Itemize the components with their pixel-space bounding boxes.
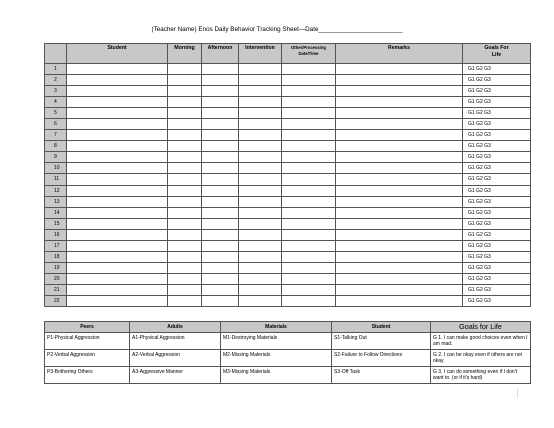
student-cell[interactable] — [67, 284, 168, 295]
row-number: 20 — [45, 273, 67, 284]
student-cell[interactable] — [67, 196, 168, 207]
student-cell[interactable] — [67, 229, 168, 240]
afternoon-cell[interactable] — [202, 251, 239, 262]
other-processing-cell[interactable] — [282, 185, 336, 196]
morning-cell[interactable] — [168, 207, 202, 218]
morning-cell[interactable] — [168, 284, 202, 295]
goals-cell[interactable]: G1 G2 G3 — [463, 75, 531, 86]
table-row — [45, 97, 531, 108]
materials-code: M3-Missing Materials — [221, 367, 332, 384]
table-row — [45, 262, 531, 273]
goal-description: G 2. I can be okay even if others are not okay. — [431, 350, 531, 367]
legend-row — [45, 350, 531, 367]
student-cell[interactable] — [67, 86, 168, 97]
goals-cell[interactable]: G1 G2 G3 — [463, 86, 531, 97]
intervention-cell[interactable] — [239, 64, 282, 75]
intervention-cell[interactable] — [239, 218, 282, 229]
afternoon-cell[interactable] — [202, 152, 239, 163]
student-column-header: Student — [67, 44, 168, 64]
other-processing-cell[interactable] — [282, 64, 336, 75]
student-cell[interactable] — [67, 152, 168, 163]
table-row — [45, 284, 531, 295]
afternoon-cell[interactable] — [202, 185, 239, 196]
adults-code: A2-Verbal Aggression — [130, 350, 221, 367]
student-cell[interactable] — [67, 295, 168, 306]
goals-cell[interactable]: G1 G2 G3 — [463, 185, 531, 196]
goals-cell[interactable]: G1 G2 G3 — [463, 295, 531, 306]
afternoon-cell[interactable] — [202, 295, 239, 306]
morning-cell[interactable] — [168, 141, 202, 152]
table-row — [45, 218, 531, 229]
table-row — [45, 108, 531, 119]
row-number: 15 — [45, 218, 67, 229]
tracking-header-row — [45, 44, 531, 64]
morning-cell[interactable] — [168, 218, 202, 229]
remarks-cell[interactable] — [336, 163, 463, 174]
goals-cell[interactable]: G1 G2 G3 — [463, 152, 531, 163]
morning-cell[interactable] — [168, 152, 202, 163]
row-number: 17 — [45, 240, 67, 251]
goals-column-header — [463, 44, 531, 64]
row-number-header — [45, 44, 67, 64]
behavior-tracking-table — [44, 43, 531, 307]
legend-row — [45, 367, 531, 384]
other-processing-cell[interactable] — [282, 218, 336, 229]
goals-cell[interactable]: G1 G2 G3 — [463, 64, 531, 75]
other-processing-cell[interactable] — [282, 86, 336, 97]
other-processing-cell[interactable] — [282, 130, 336, 141]
student-cell[interactable] — [67, 108, 168, 119]
remarks-cell[interactable] — [336, 75, 463, 86]
afternoon-cell[interactable] — [202, 75, 239, 86]
other-processing-cell[interactable] — [282, 119, 336, 130]
other-processing-column-header — [282, 44, 336, 64]
other-processing-cell[interactable] — [282, 75, 336, 86]
intervention-cell[interactable] — [239, 207, 282, 218]
goals-cell[interactable]: G1 G2 G3 — [463, 97, 531, 108]
table-row — [45, 152, 531, 163]
student-header: Student — [332, 322, 431, 333]
morning-cell[interactable] — [168, 108, 202, 119]
goals-cell[interactable]: G1 G2 G3 — [463, 119, 531, 130]
goals-cell[interactable]: G1 G2 G3 — [463, 174, 531, 185]
other-processing-cell[interactable] — [282, 207, 336, 218]
remarks-column-header: Remarks — [336, 44, 463, 64]
peers-code: P1-Physical Aggression — [45, 333, 130, 350]
goals-cell[interactable]: G1 G2 G3 — [463, 108, 531, 119]
peers-code: P3-Bothering Others — [45, 367, 130, 384]
intervention-cell[interactable] — [239, 240, 282, 251]
remarks-cell[interactable] — [336, 119, 463, 130]
intervention-cell[interactable] — [239, 130, 282, 141]
goals-cell[interactable]: G1 G2 G3 — [463, 141, 531, 152]
morning-cell[interactable] — [168, 97, 202, 108]
goals-cell[interactable]: G1 G2 G3 — [463, 163, 531, 174]
remarks-cell[interactable] — [336, 262, 463, 273]
student-cell[interactable] — [67, 273, 168, 284]
morning-cell[interactable] — [168, 64, 202, 75]
row-number: 9 — [45, 152, 67, 163]
remarks-cell[interactable] — [336, 86, 463, 97]
morning-cell[interactable] — [168, 75, 202, 86]
page-edge-mark — [517, 389, 518, 398]
intervention-cell[interactable] — [239, 284, 282, 295]
goal-description: G 3. I can do something even if I don't want to. (or if it's hard) — [431, 367, 531, 384]
remarks-cell[interactable] — [336, 273, 463, 284]
other-processing-cell[interactable] — [282, 284, 336, 295]
afternoon-cell[interactable] — [202, 196, 239, 207]
other-processing-cell[interactable] — [282, 108, 336, 119]
remarks-cell[interactable] — [336, 97, 463, 108]
date-time-label: Date/Time — [298, 50, 319, 56]
afternoon-cell[interactable] — [202, 86, 239, 97]
row-number: 18 — [45, 251, 67, 262]
afternoon-cell[interactable] — [202, 163, 239, 174]
goals-cell[interactable]: G1 G2 G3 — [463, 273, 531, 284]
legend-row — [45, 333, 531, 350]
student-code: S1-Talking Out — [332, 333, 431, 350]
table-row — [45, 141, 531, 152]
adults-code: A1-Physical Aggression — [130, 333, 221, 350]
student-cell[interactable] — [67, 163, 168, 174]
row-number: 7 — [45, 130, 67, 141]
other-processing-cell[interactable] — [282, 163, 336, 174]
adults-code: A3-Aggressive Manner — [130, 367, 221, 384]
goals-cell[interactable]: G1 G2 G3 — [463, 251, 531, 262]
morning-cell[interactable] — [168, 174, 202, 185]
morning-cell[interactable] — [168, 251, 202, 262]
student-cell[interactable] — [67, 207, 168, 218]
row-number: 1 — [45, 64, 67, 75]
goals-for-life-header: Goals for Life — [431, 322, 531, 333]
remarks-cell[interactable] — [336, 218, 463, 229]
other-processing-cell[interactable] — [282, 262, 336, 273]
student-cell[interactable] — [67, 141, 168, 152]
intervention-cell[interactable] — [239, 273, 282, 284]
morning-cell[interactable] — [168, 196, 202, 207]
morning-cell[interactable] — [168, 262, 202, 273]
afternoon-cell[interactable] — [202, 229, 239, 240]
remarks-cell[interactable] — [336, 207, 463, 218]
student-cell[interactable] — [67, 64, 168, 75]
row-number: 11 — [45, 174, 67, 185]
intervention-cell[interactable] — [239, 86, 282, 97]
other-processing-label: Other/Processing — [291, 45, 326, 50]
row-number: 5 — [45, 108, 67, 119]
remarks-cell[interactable] — [336, 64, 463, 75]
goals-cell[interactable]: G1 G2 G3 — [463, 262, 531, 273]
morning-cell[interactable] — [168, 119, 202, 130]
row-number: 8 — [45, 141, 67, 152]
remarks-cell[interactable] — [336, 152, 463, 163]
afternoon-cell[interactable] — [202, 64, 239, 75]
table-row — [45, 119, 531, 130]
intervention-cell[interactable] — [239, 174, 282, 185]
afternoon-cell[interactable] — [202, 273, 239, 284]
materials-code: M1-Destroying Materials — [221, 333, 332, 350]
row-number: 4 — [45, 97, 67, 108]
student-cell[interactable] — [67, 119, 168, 130]
afternoon-cell[interactable] — [202, 262, 239, 273]
intervention-cell[interactable] — [239, 141, 282, 152]
intervention-cell[interactable] — [239, 295, 282, 306]
other-processing-cell[interactable] — [282, 97, 336, 108]
table-row — [45, 174, 531, 185]
remarks-cell[interactable] — [336, 295, 463, 306]
row-number: 22 — [45, 295, 67, 306]
student-cell[interactable] — [67, 185, 168, 196]
remarks-cell[interactable] — [336, 141, 463, 152]
table-row — [45, 163, 531, 174]
table-row — [45, 207, 531, 218]
materials-code: M2-Missing Materials — [221, 350, 332, 367]
row-number: 19 — [45, 262, 67, 273]
row-number: 2 — [45, 75, 67, 86]
intervention-cell[interactable] — [239, 251, 282, 262]
morning-cell[interactable] — [168, 240, 202, 251]
table-row — [45, 130, 531, 141]
intervention-cell[interactable] — [239, 229, 282, 240]
morning-cell[interactable] — [168, 130, 202, 141]
table-row — [45, 251, 531, 262]
row-number: 6 — [45, 119, 67, 130]
student-code: S3-Off Task — [332, 367, 431, 384]
table-row — [45, 64, 531, 75]
intervention-cell[interactable] — [239, 163, 282, 174]
afternoon-cell[interactable] — [202, 97, 239, 108]
morning-cell[interactable] — [168, 163, 202, 174]
table-row — [45, 196, 531, 207]
remarks-cell[interactable] — [336, 251, 463, 262]
afternoon-cell[interactable] — [202, 174, 239, 185]
intervention-cell[interactable] — [239, 119, 282, 130]
student-cell[interactable] — [67, 218, 168, 229]
intervention-cell[interactable] — [239, 196, 282, 207]
intervention-cell[interactable] — [239, 152, 282, 163]
row-number: 14 — [45, 207, 67, 218]
morning-cell[interactable] — [168, 86, 202, 97]
goals-cell[interactable]: G1 G2 G3 — [463, 207, 531, 218]
life-label: Life — [491, 51, 502, 58]
student-cell[interactable] — [67, 251, 168, 262]
adults-header: Adults — [130, 322, 221, 333]
other-processing-cell[interactable] — [282, 196, 336, 207]
remarks-cell[interactable] — [336, 240, 463, 251]
afternoon-cell[interactable] — [202, 119, 239, 130]
goals-cell[interactable]: G1 G2 G3 — [463, 240, 531, 251]
goal-description: G 1. I can make good choices even when I am mad. — [431, 333, 531, 350]
row-number: 3 — [45, 86, 67, 97]
peers-header: Peers — [45, 322, 130, 333]
table-row — [45, 229, 531, 240]
row-number: 16 — [45, 229, 67, 240]
afternoon-cell[interactable] — [202, 240, 239, 251]
afternoon-cell[interactable] — [202, 130, 239, 141]
other-processing-cell[interactable] — [282, 240, 336, 251]
afternoon-cell[interactable] — [202, 141, 239, 152]
morning-cell[interactable] — [168, 229, 202, 240]
student-code: S2-Failure to Follow Directions — [332, 350, 431, 367]
other-processing-cell[interactable] — [282, 273, 336, 284]
afternoon-cell[interactable] — [202, 108, 239, 119]
intervention-cell[interactable] — [239, 262, 282, 273]
student-cell[interactable] — [67, 75, 168, 86]
goals-cell[interactable]: G1 G2 G3 — [463, 218, 531, 229]
row-number: 12 — [45, 185, 67, 196]
intervention-cell[interactable] — [239, 185, 282, 196]
page-title: (Teacher Name) Enos Daily Behavior Tracking Sheet—Date________________________ — [151, 26, 403, 33]
remarks-cell[interactable] — [336, 108, 463, 119]
goals-for-label: Goals For — [484, 45, 509, 51]
remarks-cell[interactable] — [336, 229, 463, 240]
row-number: 10 — [45, 163, 67, 174]
goals-cell[interactable]: G1 G2 G3 — [463, 284, 531, 295]
other-processing-cell[interactable] — [282, 174, 336, 185]
table-row — [45, 75, 531, 86]
table-row — [45, 185, 531, 196]
table-row — [45, 273, 531, 284]
table-row — [45, 240, 531, 251]
row-number: 21 — [45, 284, 67, 295]
other-processing-cell[interactable] — [282, 229, 336, 240]
goals-cell[interactable]: G1 G2 G3 — [463, 196, 531, 207]
student-cell[interactable] — [67, 240, 168, 251]
student-cell[interactable] — [67, 174, 168, 185]
afternoon-column-header: Afternoon — [202, 44, 239, 64]
row-number: 13 — [45, 196, 67, 207]
remarks-cell[interactable] — [336, 284, 463, 295]
intervention-cell[interactable] — [239, 75, 282, 86]
student-cell[interactable] — [67, 262, 168, 273]
intervention-cell[interactable] — [239, 97, 282, 108]
other-processing-cell[interactable] — [282, 251, 336, 262]
morning-cell[interactable] — [168, 295, 202, 306]
legend-table — [44, 321, 531, 384]
intervention-cell[interactable] — [239, 108, 282, 119]
other-processing-cell[interactable] — [282, 295, 336, 306]
morning-column-header: Morning — [168, 44, 202, 64]
remarks-cell[interactable] — [336, 174, 463, 185]
goals-cell[interactable]: G1 G2 G3 — [463, 229, 531, 240]
afternoon-cell[interactable] — [202, 218, 239, 229]
peers-code: P2-Verbal Aggression — [45, 350, 130, 367]
student-cell[interactable] — [67, 97, 168, 108]
morning-cell[interactable] — [168, 273, 202, 284]
student-cell[interactable] — [67, 130, 168, 141]
remarks-cell[interactable] — [336, 196, 463, 207]
materials-header: Materials — [221, 322, 332, 333]
remarks-cell[interactable] — [336, 185, 463, 196]
remarks-cell[interactable] — [336, 130, 463, 141]
goals-cell[interactable]: G1 G2 G3 — [463, 130, 531, 141]
intervention-column-header: Intervention — [239, 44, 282, 64]
other-processing-cell[interactable] — [282, 141, 336, 152]
table-row — [45, 86, 531, 97]
afternoon-cell[interactable] — [202, 284, 239, 295]
table-row — [45, 295, 531, 306]
afternoon-cell[interactable] — [202, 207, 239, 218]
legend-header-row — [45, 322, 531, 333]
morning-cell[interactable] — [168, 185, 202, 196]
other-processing-cell[interactable] — [282, 152, 336, 163]
